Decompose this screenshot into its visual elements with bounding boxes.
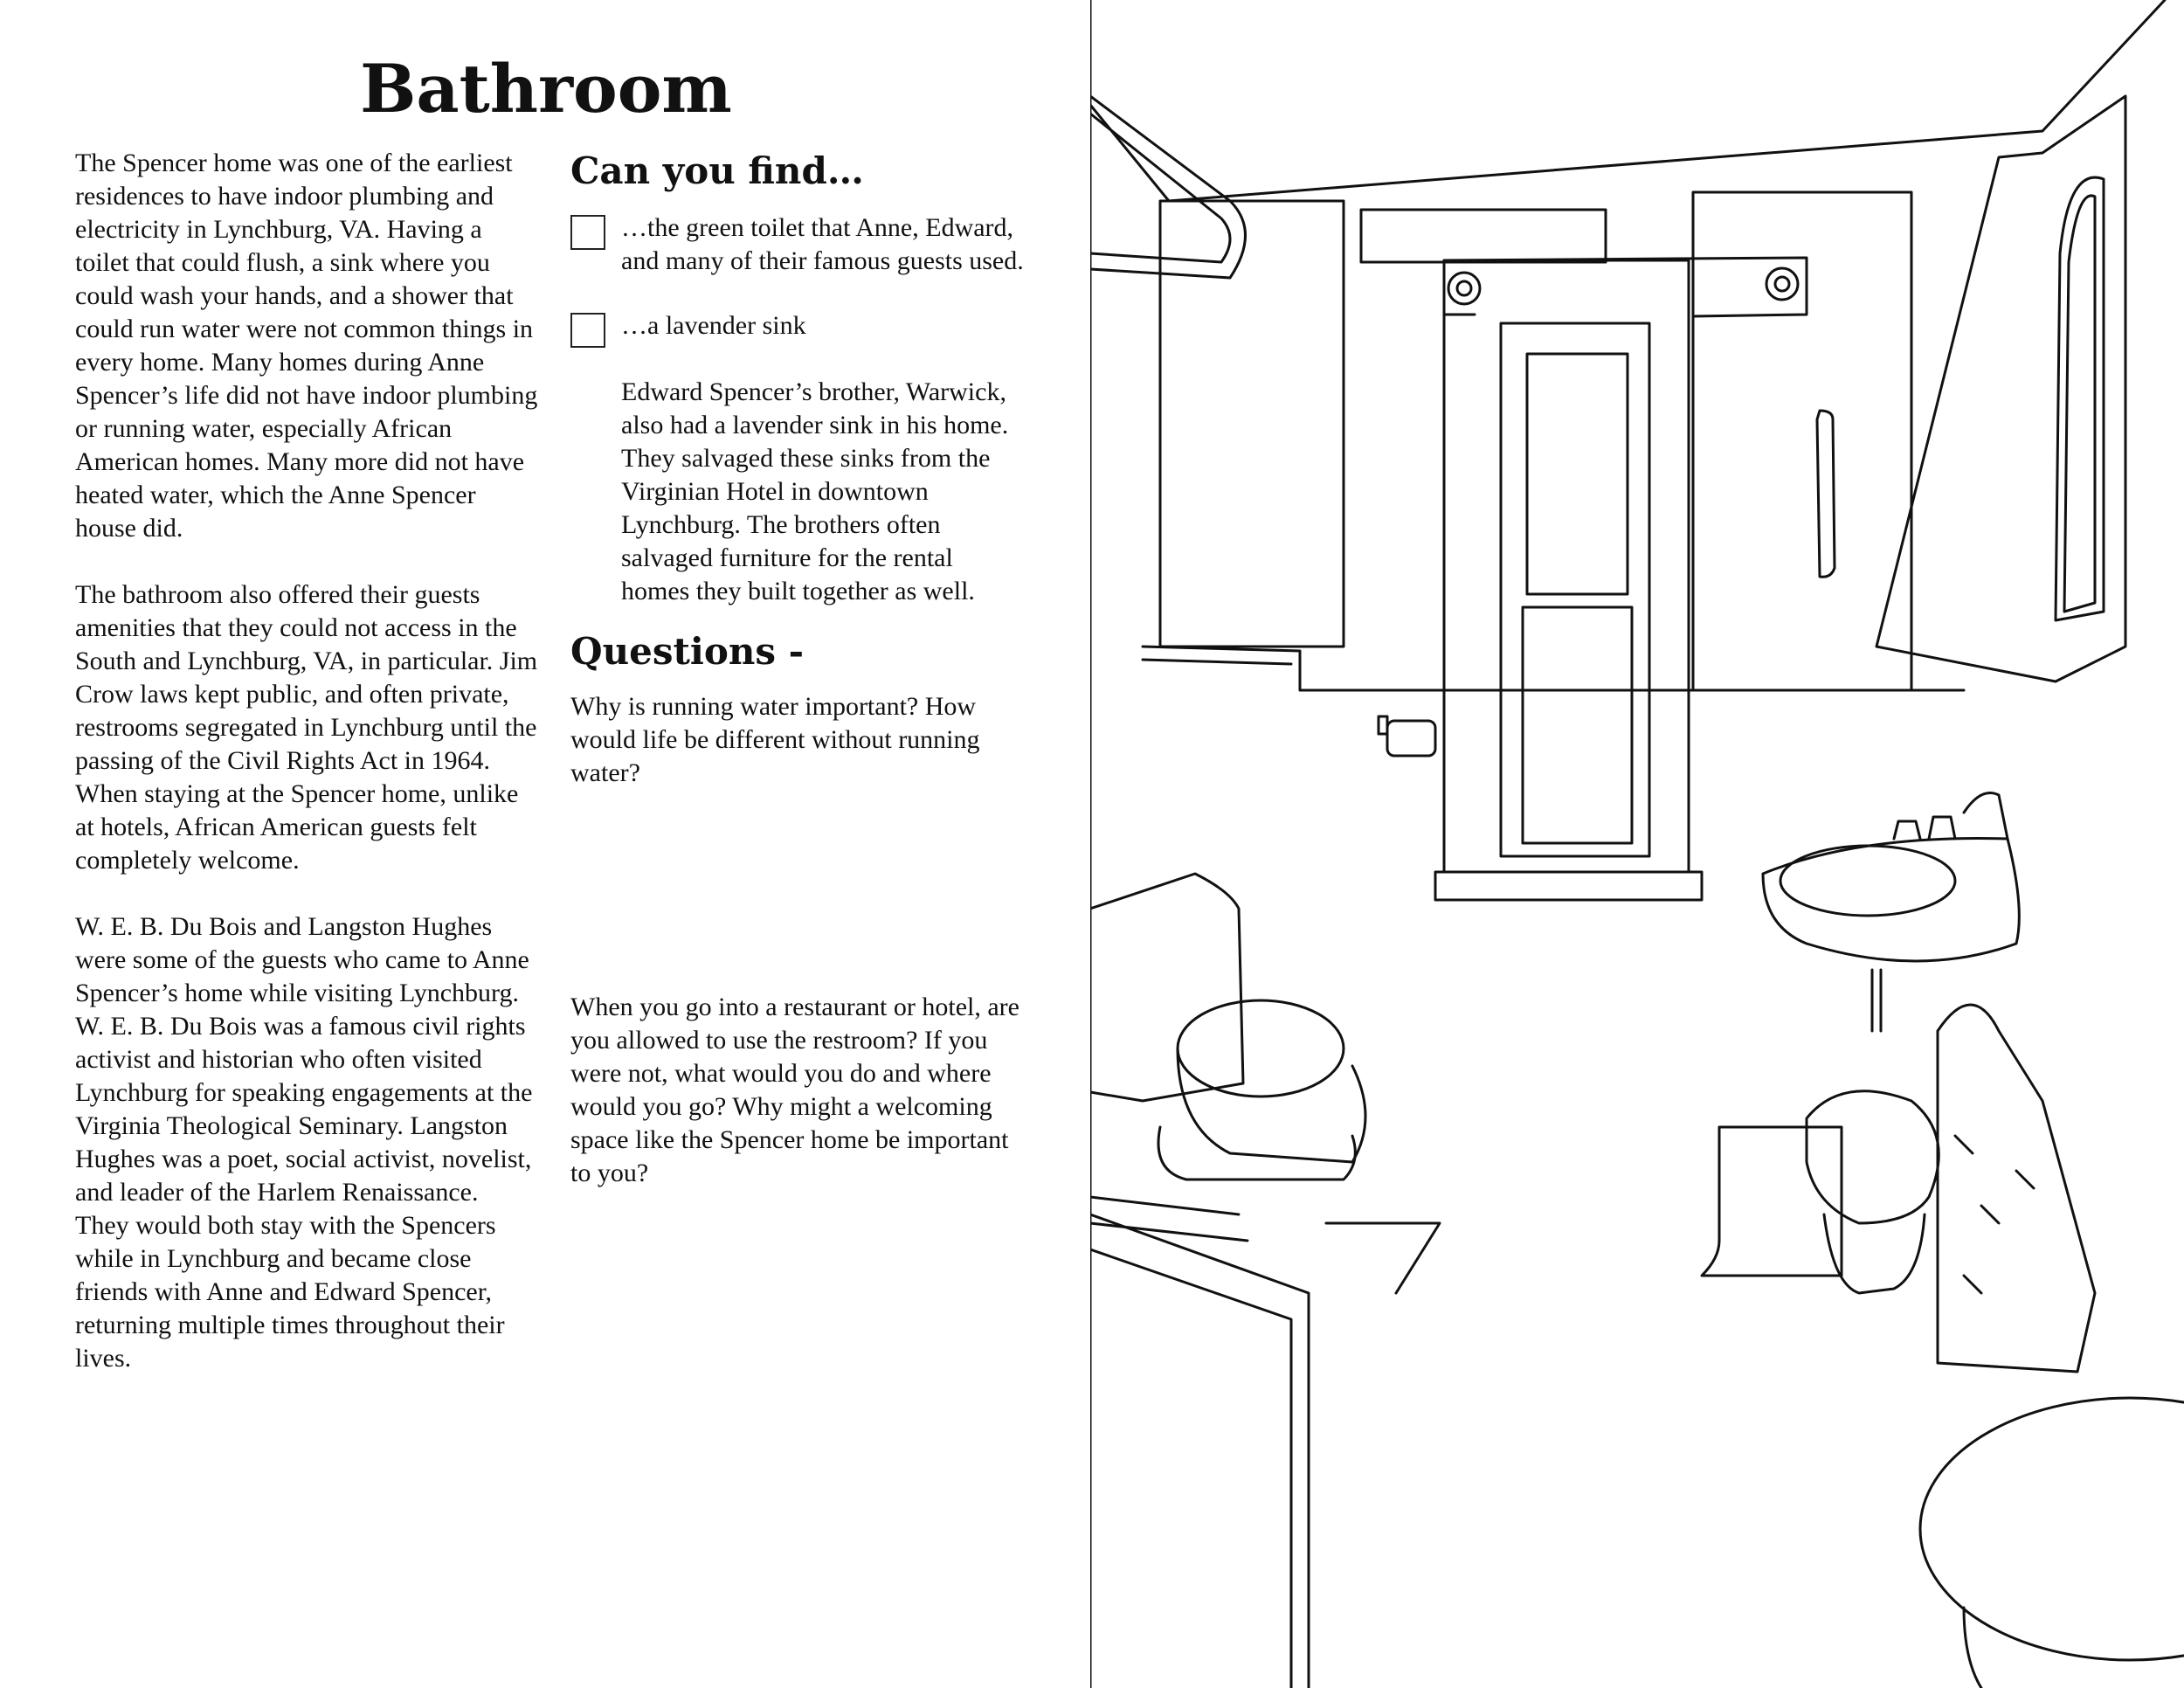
find-item-label: …a lavender sink [621,311,806,340]
shower-rod [1090,96,1246,278]
find-item-label: …the green toilet that Anne, Edward, and many of their famous guests used. [621,213,1024,275]
toilet-paper-roll [1387,721,1435,756]
door-sill [1435,872,1702,900]
activity-column [570,149,1025,1190]
towel [1938,1005,2095,1372]
find-heading: Can you find… [570,149,864,192]
door-rosette-left-inner [1457,281,1471,295]
toilet-tank [1090,874,1243,1101]
ceiling-line [1090,0,2165,201]
cabinet-door-arch [2056,177,2104,620]
toilet-lid [1178,1000,1344,1097]
door-handle [1817,411,1835,577]
trash-bag [1807,1091,1939,1223]
cabinet-door-arch-inner [2064,196,2095,612]
door-lower-pane [1523,607,1632,843]
door-rosette-right-inner [1775,277,1789,291]
intro-column [75,147,538,1408]
wall-panel-center [1361,210,1606,262]
paragraph-plumbing: The Spencer home was one of the earliest residences to have indoor plumbing and electricity in Lynchburg, VA. Having a toilet that could flush, a sink where you could wash your hands, and a shower that could run water were not common things in every home. Many homes during Anne Spencer’s life did not have indoor plumbing or running water, especially African American homes. Many more did not have heated water, which the Anne Spencer house did. [75,149,538,543]
cabinet-outer [1876,96,2125,681]
door-rosette-right [1766,268,1798,300]
door-rosette-left [1448,273,1480,304]
door-frame [1444,260,1689,872]
question-restroom: When you go into a restaurant or hotel, are you allowed to use the restroom? If you were not, what would you do and where would you go? Why might a welcoming space like the Spencer home be important to you? [570,993,1019,1187]
bathtub-rim [1090,1214,1309,1688]
wall-panel-left [1160,201,1344,647]
question-running-water: Why is running water important? How would life be different without running water? [570,692,980,787]
find-checkbox-toilet[interactable] [570,215,605,250]
trash-can [1824,1214,1925,1293]
door-upper-pane [1527,354,1628,594]
sink-backsplash [1964,793,2008,840]
questions-heading: Questions - [570,630,805,673]
toilet-paper-bracket [1379,716,1387,734]
wall-panel-right [1693,192,1911,690]
floor-mat [1702,1127,1842,1276]
door-top-trim [1444,258,1807,316]
stool-seat [1920,1398,2184,1660]
bathroom-line-drawing [1090,0,2184,1688]
towel-pattern [1955,1136,2034,1293]
find-checkbox-sink[interactable] [570,313,605,348]
page-title: Bathroom [360,50,732,128]
sink-pipe [1872,970,1881,1031]
sink-note: Edward Spencer’s brother, Warwick, also had a lavender sink in his home. They salvaged these sinks from the Virginian Hotel in downtown Lynchburg. The brothers often salvaged furniture for the rental homes they built together as well. [621,377,1009,605]
sink-faucet [1894,817,1955,839]
chair-rail [1143,647,1964,690]
paragraph-amenities: The bathroom also offered their guests amenities that they could not access in the South and Lynchburg, VA, in particular. Jim Crow laws kept public, and often private, restrooms segregated in Lynchburg until the passing of the Civil Rights Act in 1964. When staying at the Spencer home, unlike at hotels, African American guests felt completely welcome. [75,580,538,875]
toilet-base [1158,1127,1355,1180]
paragraph-guests: W. E. B. Du Bois and Langston Hughes were some of the guests who came to Anne Spencer’s home while visiting Lynchburg. W. E. B. Du Bois was a famous civil rights activist and historian who often visited Lynchburg for speaking engagements at the Virginia Theological Seminary. Langston Hughes was a poet, social activist, novelist, and leader of the Harlem Renaissance. They would both stay with the Spencers while in Lynchburg and became close friends with Anne and Edward Spencer, returning multiple times throughout their lives. [75,912,533,1373]
sink-bowl [1780,846,1955,916]
find-item-toilet [570,211,1025,278]
find-item-sink [570,309,1025,342]
